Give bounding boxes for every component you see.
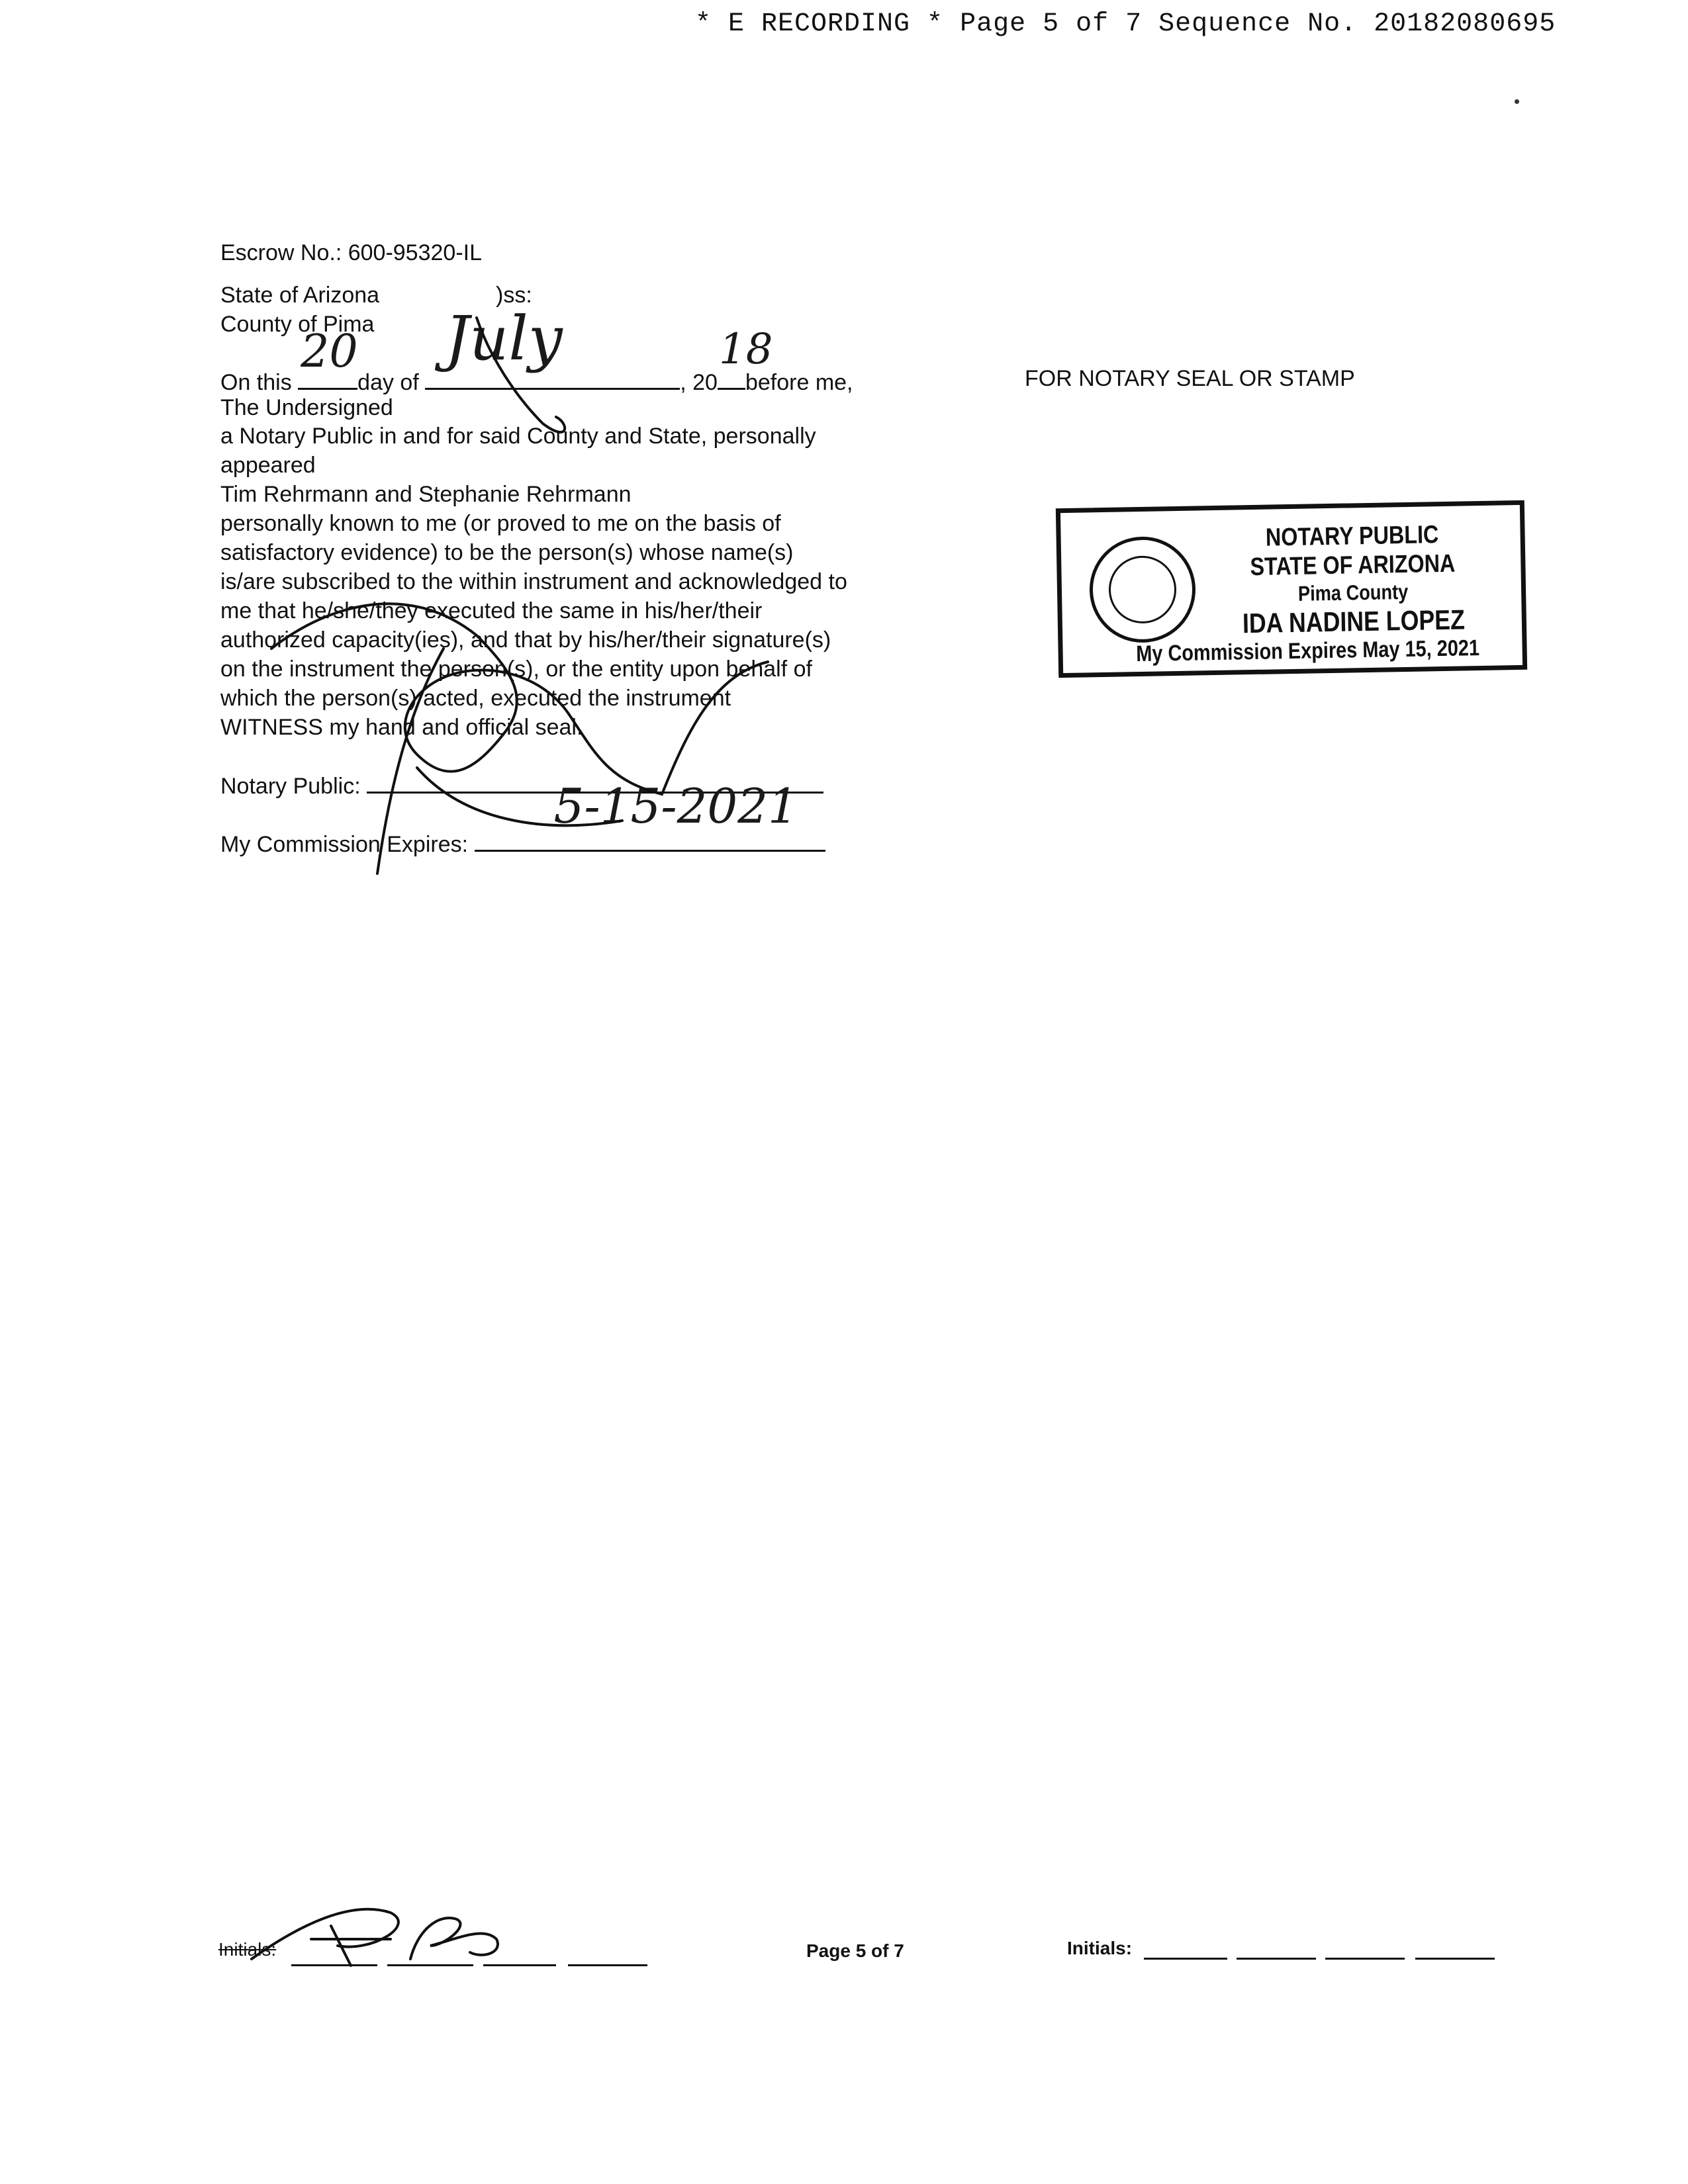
- speck: [1515, 99, 1519, 104]
- year-value: 18: [718, 325, 773, 374]
- on-this-label: On this: [220, 370, 292, 395]
- initials-scribble: [218, 1886, 589, 1979]
- venue-ss: )ss:: [496, 283, 532, 308]
- ack-line: personally known to me (or proved to me on the basis of: [220, 511, 781, 536]
- officer-name: The Undersigned: [220, 395, 393, 420]
- initials-blank: [1144, 1958, 1227, 1960]
- commission-value: 5-15-2021: [553, 778, 798, 834]
- ack-line: me that he/she/they executed the same in his/her/their: [220, 598, 763, 623]
- ack-line: WITNESS my hand and official seal.: [220, 715, 583, 740]
- stamp-line1: NOTARY PUBLIC: [1265, 521, 1439, 552]
- day-value: 20: [301, 326, 358, 378]
- before-me-label: before me,: [745, 370, 853, 395]
- notary-public-label: Notary Public:: [220, 774, 361, 799]
- stamp-line4: IDA NADINE LOPEZ: [1242, 604, 1466, 639]
- venue-county: County of Pima: [220, 312, 375, 337]
- stamp-line2: STATE OF ARIZONA: [1250, 549, 1456, 582]
- month-value: July: [445, 303, 563, 374]
- recording-header: * E RECORDING * Page 5 of 7 Sequence No. 20182080695: [695, 9, 1556, 39]
- footer-page-number: Page 5 of 7: [806, 1940, 904, 1961]
- ack-line: authorized capacity(ies), and that by his/her/their signature(s): [220, 627, 831, 653]
- ack-line: satisfactory evidence) to be the person(s) whose name(s): [220, 540, 794, 565]
- ack-line: Tim Rehrmann and Stephanie Rehrmann: [220, 482, 632, 507]
- ack-line: which the person(s) acted, executed the instrument: [220, 686, 731, 711]
- ack-line: on the instrument the person(s), or the entity upon behalf of: [220, 657, 812, 682]
- year-prefix: , 20: [680, 370, 718, 395]
- stamp-line5: My Commission Expires May 15, 2021: [1135, 635, 1480, 667]
- escrow-line: [220, 238, 482, 267]
- great-seal-icon: [1089, 536, 1197, 644]
- commission-label: My Commission Expires:: [220, 832, 469, 857]
- notary-signature-scribble: [199, 304, 794, 887]
- escrow-label: Escrow No.:: [220, 240, 342, 265]
- escrow-number: 600-95320-IL: [348, 240, 482, 265]
- initials-blank: [1415, 1958, 1495, 1960]
- venue-state: State of Arizona: [220, 283, 380, 308]
- initials-blank: [1325, 1958, 1405, 1960]
- seal-area-label: FOR NOTARY SEAL OR STAMP: [1025, 366, 1355, 391]
- initials-blank: [1237, 1958, 1316, 1960]
- day-of-label: day of: [357, 370, 419, 395]
- notary-stamp: [1056, 500, 1527, 678]
- footer-initials-right-label: Initials:: [1067, 1938, 1133, 1958]
- ack-line: is/are subscribed to the within instrument and acknowledged to: [220, 569, 847, 594]
- stamp-line3: Pima County: [1297, 579, 1409, 606]
- ack-line: appeared: [220, 453, 316, 478]
- footer-initials-left-label: Initials:: [218, 1939, 277, 1960]
- ack-line: a Notary Public in and for said County and State, personally: [220, 424, 816, 449]
